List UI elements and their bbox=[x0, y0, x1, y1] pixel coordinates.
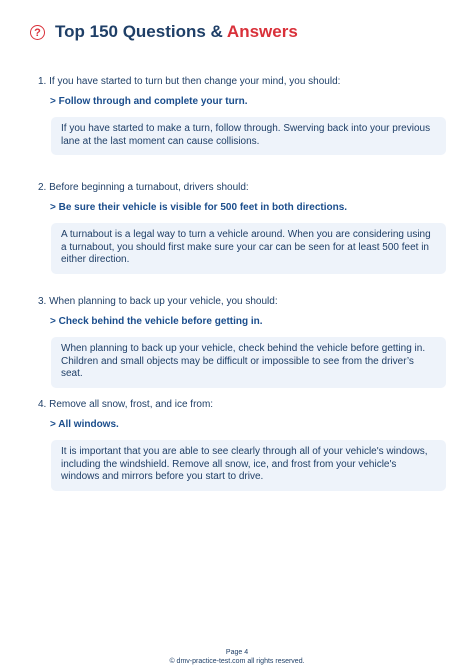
page-title bbox=[55, 22, 298, 42]
question-text: 4. Remove all snow, frost, and ice from: bbox=[38, 399, 214, 410]
answer-text: > Follow through and complete your turn. bbox=[50, 96, 248, 107]
title-main: Top 150 Questions & bbox=[55, 22, 227, 41]
qa-item-4 bbox=[38, 398, 448, 491]
question-text: 3. When planning to back up your vehicle, you should: bbox=[38, 296, 278, 307]
explanation-box: When planning to back up your vehicle, check behind the vehicle before getting in. Children and small objects may be difficult or impossible to see from the driver’s seat. bbox=[51, 337, 446, 388]
explanation-box: It is important that you are able to see clearly through all of your vehicle's windows, including the windshield. Remove all snow, ice, and frost from your vehicle's windows and mirrors before you start to drive. bbox=[51, 440, 446, 491]
page-header bbox=[30, 22, 298, 42]
title-accent: Answers bbox=[226, 22, 298, 41]
page-footer bbox=[0, 648, 474, 666]
qa-item-3 bbox=[38, 295, 448, 388]
explanation-box: If you have started to make a turn, follow through. Swerving back into your previous lane at the last moment can cause collisions. bbox=[51, 117, 446, 155]
page-number: Page 4 bbox=[225, 649, 249, 656]
qa-item-2 bbox=[38, 181, 448, 274]
answer-text: > Be sure their vehicle is visible for 500 feet in both directions. bbox=[50, 202, 348, 213]
qa-item-1 bbox=[38, 75, 448, 155]
answer-text: > Check behind the vehicle before getting in. bbox=[50, 316, 263, 327]
copyright-text: © dmv-practice-test.com all rights reserved. bbox=[169, 658, 305, 665]
explanation-box: A turnabout is a legal way to turn a vehicle around. When you are considering using a turnabout, you should first make sure your car can be seen for at least 500 feet in either direction. bbox=[51, 223, 446, 274]
question-circle-icon: ? bbox=[30, 25, 45, 40]
answer-text: > All windows. bbox=[50, 419, 119, 430]
question-text: 1. If you have started to turn but then change your mind, you should: bbox=[38, 76, 341, 87]
question-text: 2. Before beginning a turnabout, drivers should: bbox=[38, 182, 249, 193]
